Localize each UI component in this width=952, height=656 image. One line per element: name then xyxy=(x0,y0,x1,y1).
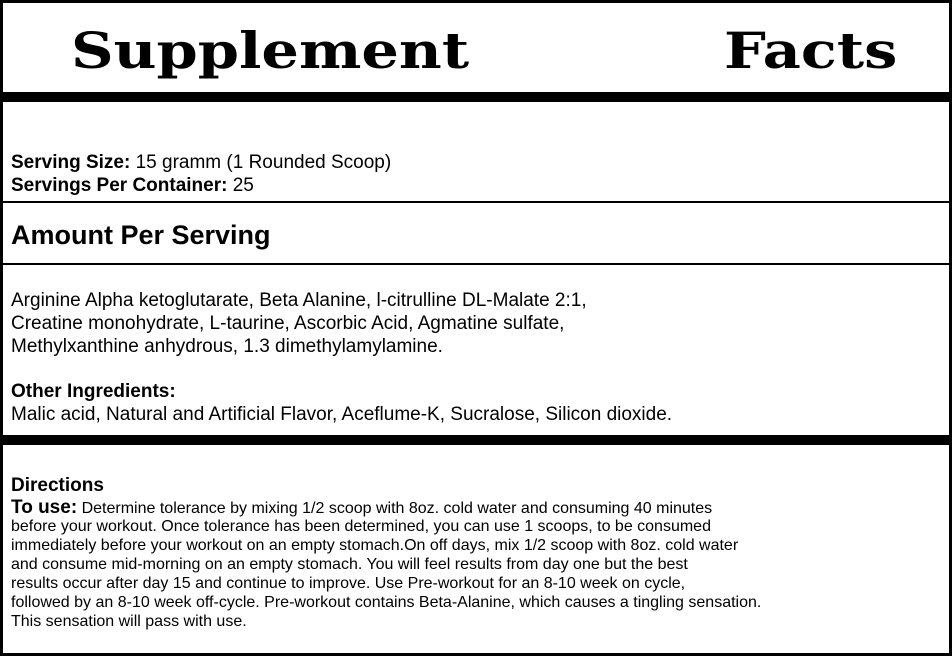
serving-size-label: Serving Size: xyxy=(11,152,131,173)
servings-per-container-value: 25 xyxy=(227,175,254,196)
ingredient-line: Methylxanthine anhydrous, 1.3 dimethylamylamine. xyxy=(11,336,443,357)
directions-line: immediately before your workout on an empty stomach.On off days, mix 1/2 scoop with 8oz. cold water xyxy=(11,537,739,554)
serving-size-value: 15 gramm (1 Rounded Scoop) xyxy=(130,152,392,173)
directions-line xyxy=(11,498,712,518)
directions-text: Determine tolerance by mixing 1/2 scoop with 8oz. cold water and consuming 40 minutes xyxy=(77,500,713,517)
directions-line: This sensation will pass with use. xyxy=(11,613,247,630)
directions-line: followed by an 8-10 week off-cycle. Pre-workout contains Beta-Alanine, which causes a tingling sensation. xyxy=(11,594,762,611)
other-ingredients-label: Other Ingredients: xyxy=(11,381,176,402)
to-use-label: To use: xyxy=(11,497,78,518)
directions-heading: Directions xyxy=(11,475,104,496)
serving-size xyxy=(11,151,391,174)
title-supplement: Supplement xyxy=(71,21,470,80)
directions-line: before your workout. Once tolerance has been determined, you can use 1 scoops, to be consumed xyxy=(11,518,711,535)
divider-serving xyxy=(3,201,949,203)
thick-divider-top xyxy=(3,92,949,102)
servings-per-container xyxy=(11,174,254,197)
thick-divider-bottom xyxy=(3,435,949,445)
amount-per-serving-heading: Amount Per Serving xyxy=(11,220,271,250)
title-facts: Facts xyxy=(724,21,898,80)
servings-per-container-label: Servings Per Container: xyxy=(11,175,228,196)
other-ingredients-value: Malic acid, Natural and Artificial Flavor, Aceflume-K, Sucralose, Silicon dioxide. xyxy=(11,404,673,425)
ingredient-line: Arginine Alpha ketoglutarate, Beta Alanine, l-citrulline DL-Malate 2:1, xyxy=(11,290,587,311)
label-header xyxy=(3,3,949,93)
ingredient-line: Creatine monohydrate, L-taurine, Ascorbic Acid, Agmatine sulfate, xyxy=(11,313,565,334)
divider-amount xyxy=(3,263,949,265)
directions-line: and consume mid-morning on an empty stomach. You will feel results from day one but the best xyxy=(11,556,688,573)
directions-line: results occur after day 15 and continue to improve. Use Pre-workout for an 8-10 week on cycle, xyxy=(11,575,686,592)
